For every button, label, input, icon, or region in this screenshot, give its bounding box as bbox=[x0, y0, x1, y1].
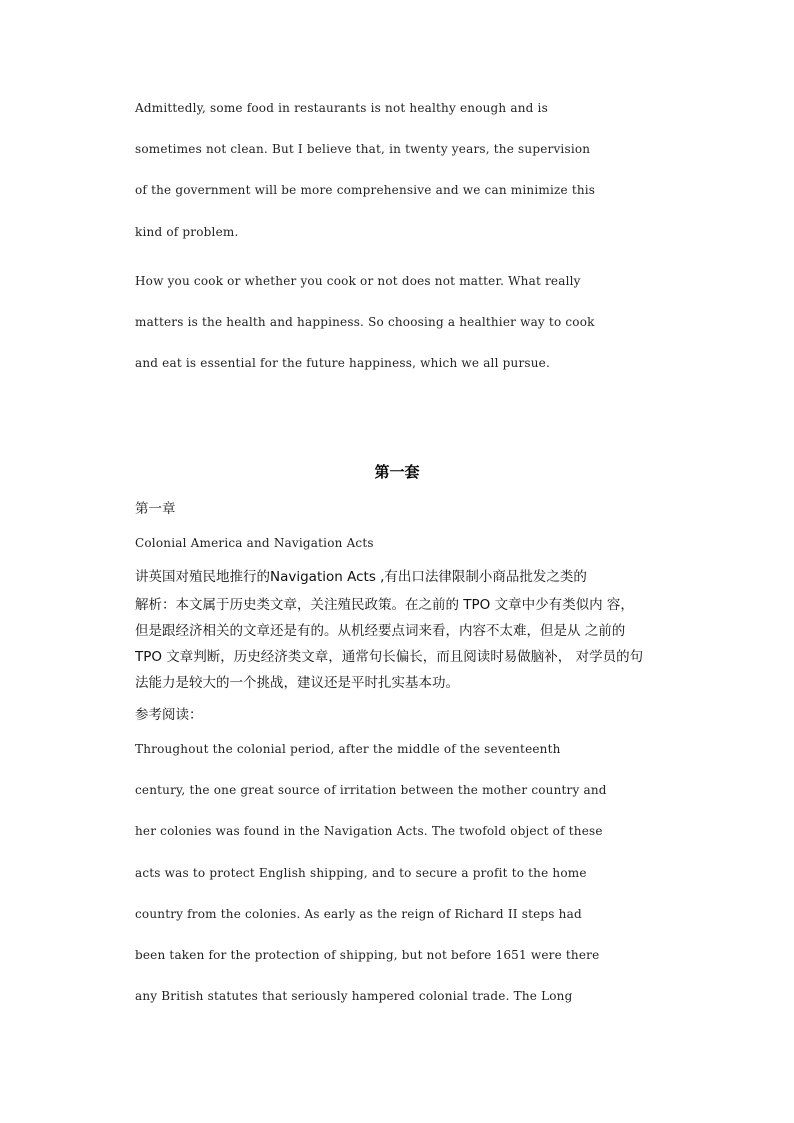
analysis-line-4: 法能力是较大的一个挑战，建议还是平时扎实基本功。 bbox=[135, 675, 459, 691]
analysis-line-3: TPO 文章判断，历史经济类文章，通常句长偏长，而且阅读时易做脑补， 对学员的句 bbox=[135, 649, 644, 665]
reference-label: 参考阅读： bbox=[135, 707, 203, 723]
para1-line-1: Admittedly, some food in restaurants is not healthy enough and is bbox=[135, 101, 548, 115]
reading-line-6: been taken for the protection of shipping, but not before 1651 were there bbox=[135, 948, 600, 962]
article-title: Colonial America and Navigation Acts bbox=[135, 536, 374, 550]
analysis-line-1: 解析：本文属于历史类文章，关注殖民政策。在之前的 TPO 文章中少有类似内 容， bbox=[135, 597, 634, 613]
para2-line-1: How you cook or whether you cook or not does not matter. What really bbox=[135, 274, 581, 288]
para1-line-2: sometimes not clean. But I believe that, in twenty years, the supervision bbox=[135, 142, 591, 156]
reading-line-5: country from the colonies. As early as the reign of Richard II steps had bbox=[135, 907, 582, 921]
para1-line-3: of the government will be more comprehensive and we can minimize this bbox=[135, 183, 596, 197]
summary-line: 讲英国对殖民地推行的Navigation Acts ,有出口法律限制小商品批发之类的 bbox=[135, 569, 587, 585]
analysis-line-2: 但是跟经济相关的文章还是有的。从机经要点词来看，内容不太难，但是从 之前的 bbox=[135, 623, 626, 639]
reading-line-4: acts was to protect English shipping, and to secure a profit to the home bbox=[135, 866, 587, 880]
section-title: 第一套 bbox=[374, 463, 420, 481]
chapter-heading: 第一章 bbox=[135, 501, 176, 517]
para2-line-3: and eat is essential for the future happiness, which we all pursue. bbox=[135, 356, 550, 370]
reading-line-1: Throughout the colonial period, after the middle of the seventeenth bbox=[135, 742, 561, 756]
para1-line-4: kind of problem. bbox=[135, 225, 239, 239]
reading-line-2: century, the one great source of irritation between the mother country and bbox=[135, 783, 607, 797]
para2-line-2: matters is the health and happiness. So choosing a healthier way to cook bbox=[135, 315, 595, 329]
reading-line-3: her colonies was found in the Navigation Acts. The twofold object of these bbox=[135, 824, 603, 838]
reading-line-7: any British statutes that seriously hampered colonial trade. The Long bbox=[135, 989, 573, 1003]
